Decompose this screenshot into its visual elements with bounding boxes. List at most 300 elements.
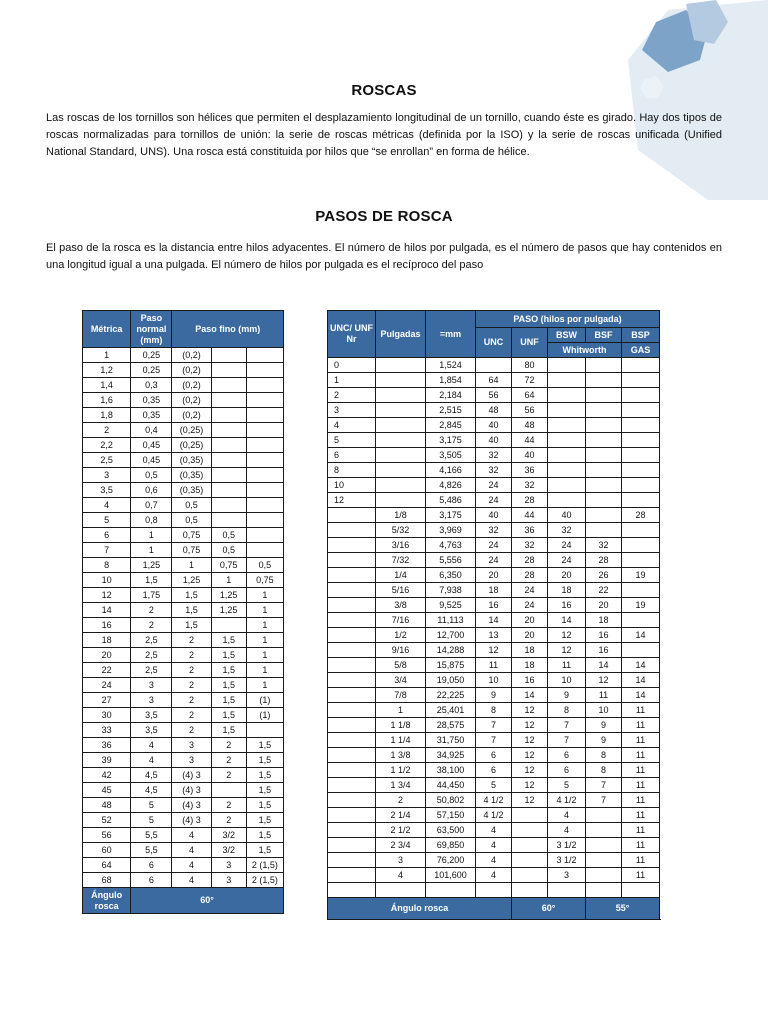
table-cell: 19 (622, 568, 660, 583)
header-paso-group: PASO (hilos por pulgada) (476, 311, 660, 328)
table-cell: 3/2 (211, 843, 246, 858)
table-cell (512, 853, 548, 868)
table-cell: 1 (131, 543, 172, 558)
table-cell: 11 (622, 868, 660, 883)
table-row (328, 883, 660, 898)
table-cell: 1,5 (131, 573, 172, 588)
table-cell (246, 378, 283, 393)
table-cell: 0,8 (131, 513, 172, 528)
table-cell: 30 (83, 708, 131, 723)
table-cell: 3/16 (376, 538, 426, 553)
table-cell (328, 808, 376, 823)
table-cell: 40 (548, 508, 586, 523)
table-cell: 3,969 (426, 523, 476, 538)
table-cell: 0,5 (246, 558, 283, 573)
table-row (83, 558, 284, 573)
table-cell (328, 568, 376, 583)
table-cell: 2 (211, 813, 246, 828)
table-cell (246, 483, 283, 498)
table-cell: 2 (211, 768, 246, 783)
table-row (328, 808, 660, 823)
table-cell: 32 (548, 523, 586, 538)
table-cell: 80 (512, 358, 548, 373)
table-cell: 1,5 (211, 648, 246, 663)
table-cell: 3 (328, 403, 376, 418)
table-cell: 2 1/2 (376, 823, 426, 838)
table-cell (586, 403, 622, 418)
table-cell (586, 448, 622, 463)
table-cell: 20 (548, 568, 586, 583)
table-cell (246, 363, 283, 378)
table-cell: 1 (246, 678, 283, 693)
table-cell: 12 (83, 588, 131, 603)
table-cell: 6 (476, 763, 512, 778)
table-cell: 16 (548, 598, 586, 613)
table-cell: 11 (476, 658, 512, 673)
table-cell (548, 433, 586, 448)
table-cell (211, 618, 246, 633)
table-cell (211, 348, 246, 363)
table-row (83, 453, 284, 468)
table-cell: 40 (476, 433, 512, 448)
table-cell: 3 (211, 873, 246, 888)
table-cell (376, 418, 426, 433)
table-cell: 18 (548, 583, 586, 598)
table-cell: 4 (172, 843, 211, 858)
table-cell: 39 (83, 753, 131, 768)
table-cell: 1 (246, 588, 283, 603)
table-cell (328, 673, 376, 688)
table-row (83, 768, 284, 783)
table-cell (512, 868, 548, 883)
table-cell (586, 868, 622, 883)
table-cell: 4 (376, 868, 426, 883)
table-cell: 32 (476, 523, 512, 538)
table-cell: 16 (512, 673, 548, 688)
table-cell: 7 (548, 718, 586, 733)
table-cell: 1 (328, 373, 376, 388)
page-title: ROSCAS (351, 82, 417, 99)
table-cell: 5,5 (131, 828, 172, 843)
table-cell (211, 453, 246, 468)
table-cell (586, 463, 622, 478)
table-cell: 5/16 (376, 583, 426, 598)
table-row (328, 793, 660, 808)
table-row (83, 363, 284, 378)
table-cell: 5/8 (376, 658, 426, 673)
table-cell: 2 (172, 723, 211, 738)
table-cell: 0,45 (131, 453, 172, 468)
table-cell (586, 433, 622, 448)
table-cell: 20 (512, 613, 548, 628)
table-cell (246, 513, 283, 528)
table-cell (548, 418, 586, 433)
table-cell: 1,5 (211, 693, 246, 708)
table-cell: 13 (476, 628, 512, 643)
table-cell: 36 (83, 738, 131, 753)
table-cell: 1 3/4 (376, 778, 426, 793)
table-cell (622, 583, 660, 598)
table-cell (246, 453, 283, 468)
header-unc-unf-nr: UNC/ UNF Nr (328, 311, 376, 358)
table-cell: 2,2 (83, 438, 131, 453)
table-cell: (0,35) (172, 468, 211, 483)
table-cell: 11 (622, 808, 660, 823)
table-row (328, 493, 660, 508)
table-cell: 27 (83, 693, 131, 708)
table-cell: 11 (622, 733, 660, 748)
table-cell: 45 (83, 783, 131, 798)
table-cell: 2 (211, 753, 246, 768)
table-cell (246, 348, 283, 363)
header-whitworth: Whitworth (548, 343, 622, 358)
table-cell (328, 853, 376, 868)
table-row (83, 753, 284, 768)
table-cell: 5 (131, 813, 172, 828)
table-cell: 3,505 (426, 448, 476, 463)
table-row (328, 403, 660, 418)
table-cell (548, 358, 586, 373)
table-row (83, 858, 284, 873)
table-cell (376, 478, 426, 493)
table-row (328, 688, 660, 703)
table-cell (376, 403, 426, 418)
table-cell: 0,5 (131, 468, 172, 483)
table-cell: 2 (211, 738, 246, 753)
table-cell: 1,5 (246, 783, 283, 798)
table-cell: 3 (131, 678, 172, 693)
table-cell: 7/8 (376, 688, 426, 703)
table-cell: 2,5 (83, 453, 131, 468)
header-mm: =mm (426, 311, 476, 358)
footer-angle-unified: 60° (512, 898, 586, 920)
table-cell: 12 (512, 793, 548, 808)
table-cell: 2,5 (131, 633, 172, 648)
table-cell (328, 613, 376, 628)
table-cell: 7 (83, 543, 131, 558)
table-cell: 9 (548, 688, 586, 703)
table-cell: 44,450 (426, 778, 476, 793)
table-cell (622, 433, 660, 448)
table-cell (548, 463, 586, 478)
table-cell: 101,600 (426, 868, 476, 883)
table-cell: 44 (512, 508, 548, 523)
table-cell: 32 (512, 538, 548, 553)
table-cell: 36 (512, 463, 548, 478)
table-row (328, 418, 660, 433)
table-cell: 31,750 (426, 733, 476, 748)
table-cell (246, 468, 283, 483)
table-cell: 8 (328, 463, 376, 478)
table-cell: 11 (622, 703, 660, 718)
table-cell: (4) 3 (172, 768, 211, 783)
table-cell: 9 (586, 718, 622, 733)
table-cell: 10 (548, 673, 586, 688)
table-cell (622, 478, 660, 493)
table-cell: (0,2) (172, 378, 211, 393)
table-cell: 4 1/2 (548, 793, 586, 808)
table-cell: 1,25 (211, 603, 246, 618)
table-cell: 0,75 (172, 543, 211, 558)
table-row (83, 543, 284, 558)
table-cell: 8 (586, 763, 622, 778)
table-cell: 5 (328, 433, 376, 448)
table-cell (586, 523, 622, 538)
table-cell (622, 463, 660, 478)
table-cell: 4,5 (131, 783, 172, 798)
table-cell (328, 718, 376, 733)
table-row (83, 348, 284, 363)
table-row (83, 813, 284, 828)
table-row (328, 643, 660, 658)
table-cell (586, 493, 622, 508)
table-cell (376, 358, 426, 373)
table-cell: 4 (476, 853, 512, 868)
table-row (328, 448, 660, 463)
table-cell: 22 (83, 663, 131, 678)
metric-table-body (83, 348, 284, 888)
table-row (328, 433, 660, 448)
table-cell: 1/8 (376, 508, 426, 523)
table-cell: (4) 3 (172, 783, 211, 798)
table-cell: 11 (622, 718, 660, 733)
table-cell: 5,5 (131, 843, 172, 858)
table-cell: 11 (622, 823, 660, 838)
table-cell: 4 (548, 823, 586, 838)
table-cell: 0,5 (172, 498, 211, 513)
table-cell: 4,763 (426, 538, 476, 553)
table-cell (328, 553, 376, 568)
table-cell: 2 3/4 (376, 838, 426, 853)
table-cell: 1,5 (211, 708, 246, 723)
table-row (83, 573, 284, 588)
table-cell: 2 (328, 388, 376, 403)
table-cell: 40 (476, 508, 512, 523)
table-cell: 10 (83, 573, 131, 588)
table-cell: 4 (172, 828, 211, 843)
table-row (83, 798, 284, 813)
table-cell: 56 (476, 388, 512, 403)
table-cell (512, 823, 548, 838)
table-cell: 4 (476, 838, 512, 853)
table-cell: 6 (131, 858, 172, 873)
table-cell: 64 (83, 858, 131, 873)
table-cell: 28 (512, 553, 548, 568)
table-cell: 57,150 (426, 808, 476, 823)
table-cell (246, 543, 283, 558)
table-cell (211, 498, 246, 513)
table-row (83, 783, 284, 798)
table-cell: 0,35 (131, 408, 172, 423)
table-row (83, 678, 284, 693)
table-cell: 1,5 (172, 588, 211, 603)
table-cell: 1,5 (211, 663, 246, 678)
table-cell (328, 508, 376, 523)
table-cell: 0,5 (211, 528, 246, 543)
table-cell: 1,5 (246, 798, 283, 813)
table-cell (328, 643, 376, 658)
table-cell (622, 553, 660, 568)
table-row (328, 568, 660, 583)
table-row (83, 603, 284, 618)
table-cell: 0,45 (131, 438, 172, 453)
table-cell (328, 883, 376, 898)
table-cell: 50,802 (426, 793, 476, 808)
table-cell: 1,854 (426, 373, 476, 388)
table-cell: 24 (476, 493, 512, 508)
table-cell: 10 (328, 478, 376, 493)
table-cell (622, 883, 660, 898)
table-row (83, 648, 284, 663)
table-cell: 8 (586, 748, 622, 763)
table-cell: 20 (586, 598, 622, 613)
table-cell: 11 (622, 838, 660, 853)
table-cell: 5,486 (426, 493, 476, 508)
table-cell (328, 763, 376, 778)
table-cell: 0,75 (246, 573, 283, 588)
table-cell: 42 (83, 768, 131, 783)
table-cell: 1,524 (426, 358, 476, 373)
table-cell: 12 (512, 778, 548, 793)
table-cell: 1,75 (131, 588, 172, 603)
table-row (83, 828, 284, 843)
table-cell: 24 (83, 678, 131, 693)
table-cell (328, 748, 376, 763)
table-cell: 7 (586, 778, 622, 793)
table-cell: 2 (83, 423, 131, 438)
unified-table-body (328, 358, 660, 898)
table-row (328, 868, 660, 883)
table-cell: 32 (512, 478, 548, 493)
table-cell (376, 433, 426, 448)
table-cell: 52 (83, 813, 131, 828)
table-cell: 18 (586, 613, 622, 628)
table-cell: 0,35 (131, 393, 172, 408)
table-cell: 1 (246, 618, 283, 633)
table-cell: 2,845 (426, 418, 476, 433)
table-cell: 2 (1,5) (246, 873, 283, 888)
table-row (328, 703, 660, 718)
table-cell: 11 (622, 778, 660, 793)
table-cell (548, 388, 586, 403)
table-cell (328, 538, 376, 553)
table-cell: (0,35) (172, 483, 211, 498)
table-cell: 3 (172, 738, 211, 753)
table-cell: 1 (211, 573, 246, 588)
table-cell (328, 583, 376, 598)
table-cell: 60 (83, 843, 131, 858)
table-cell: 6 (548, 748, 586, 763)
table-row (328, 598, 660, 613)
table-row (83, 528, 284, 543)
section-title: PASOS DE ROSCA (315, 208, 453, 225)
table-cell: 14 (622, 673, 660, 688)
table-cell: 6 (83, 528, 131, 543)
table-cell: 5 (83, 513, 131, 528)
table-cell: 9 (586, 733, 622, 748)
table-cell: 19 (622, 598, 660, 613)
table-cell (246, 393, 283, 408)
table-cell: 4 1/2 (476, 793, 512, 808)
table-cell (622, 418, 660, 433)
table-cell (548, 883, 586, 898)
table-row (83, 843, 284, 858)
table-cell: 2,5 (131, 648, 172, 663)
table-cell: 4 (476, 868, 512, 883)
table-cell: 14 (586, 658, 622, 673)
table-cell: 14 (83, 603, 131, 618)
table-cell: 0,75 (211, 558, 246, 573)
table-cell (328, 868, 376, 883)
table-cell (622, 643, 660, 658)
table-cell: (0,35) (172, 453, 211, 468)
table-cell: 3/8 (376, 598, 426, 613)
table-cell: 1,5 (172, 603, 211, 618)
table-cell: 1 (131, 528, 172, 543)
table-cell: (0,2) (172, 393, 211, 408)
table-cell: 5 (476, 778, 512, 793)
table-cell: 24 (476, 553, 512, 568)
table-cell (211, 513, 246, 528)
intro-paragraph: Las roscas de los tornillos son hélices que permiten el desplazamiento longitudinal de un tornillo, cuando éste es girado. Hay dos tipos de roscas normalizadas para tornillos de unión: la serie de roscas métricas (definida por la ISO) y la serie de roscas unificada (Unified National Standard, UNS). Una rosca está constituida por hilos que “se enrollan” en forma de hélice. (46, 112, 722, 158)
table-cell: 11 (622, 853, 660, 868)
table-cell: 1,5 (172, 618, 211, 633)
table-cell: 69,850 (426, 838, 476, 853)
table-cell (512, 808, 548, 823)
table-cell: 3 (548, 868, 586, 883)
table-cell: 12 (328, 493, 376, 508)
table-cell: 2 (131, 618, 172, 633)
table-cell: 4 (172, 873, 211, 888)
table-row (328, 778, 660, 793)
table-cell: 14 (622, 658, 660, 673)
table-row (328, 508, 660, 523)
table-cell: 7 (548, 733, 586, 748)
table-cell: 1/2 (376, 628, 426, 643)
footer-angle-label: Ángulo rosca (328, 898, 512, 920)
table-cell: 25,401 (426, 703, 476, 718)
table-cell: 12 (512, 763, 548, 778)
table-cell: 7 (476, 733, 512, 748)
table-cell (586, 373, 622, 388)
decorative-hexagons (568, 0, 768, 200)
table-cell: 19,050 (426, 673, 476, 688)
table-cell: (0,25) (172, 423, 211, 438)
table-cell: 24 (476, 538, 512, 553)
table-cell (211, 423, 246, 438)
table-cell (246, 498, 283, 513)
table-cell (328, 703, 376, 718)
table-cell: 0,75 (172, 528, 211, 543)
table-row (328, 583, 660, 598)
table-cell: 2,515 (426, 403, 476, 418)
metric-thread-table (82, 310, 284, 914)
table-cell: 4 (172, 858, 211, 873)
table-cell: 28,575 (426, 718, 476, 733)
table-cell: 1 (246, 603, 283, 618)
table-cell: 16 (83, 618, 131, 633)
table-cell: 3/4 (376, 673, 426, 688)
table-cell: 9,525 (426, 598, 476, 613)
table-cell: 12 (512, 718, 548, 733)
table-cell: 3,5 (131, 723, 172, 738)
table-cell: 1,5 (246, 768, 283, 783)
table-cell: 3,175 (426, 433, 476, 448)
table-cell: 1 1/4 (376, 733, 426, 748)
table-cell: 5 (548, 778, 586, 793)
table-row (328, 463, 660, 478)
table-cell: 1,5 (211, 723, 246, 738)
